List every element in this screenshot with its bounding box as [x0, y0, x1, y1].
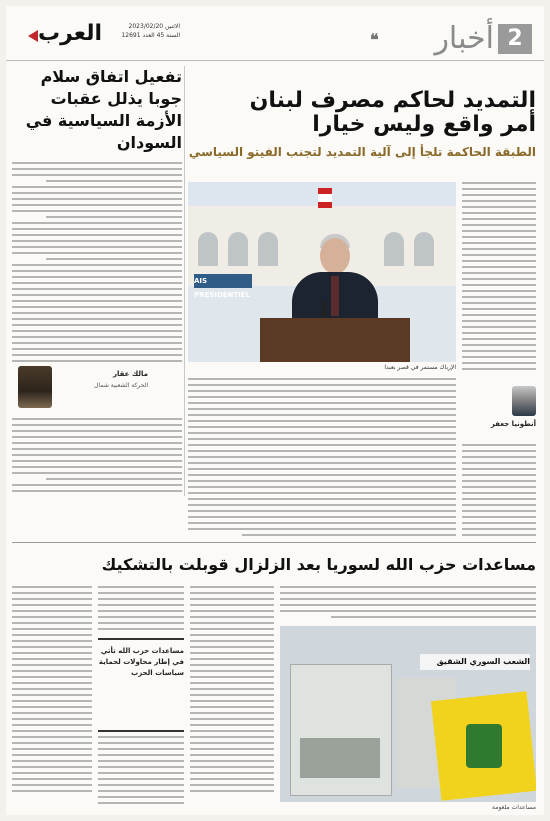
column-divider — [184, 66, 185, 496]
main-story-body — [188, 378, 456, 540]
main-story-right-lower — [462, 444, 536, 540]
bottom-photo-caption: مساعدات ملغومة — [492, 804, 536, 811]
masthead — [6, 6, 544, 61]
bottom-story-col2 — [98, 586, 184, 634]
photo-banner-text: الشعب السوري الشقيق — [420, 654, 530, 670]
author-name: مالك عقار — [112, 370, 148, 378]
section-title: أخبار — [434, 21, 494, 56]
aid-truck-photo — [280, 626, 536, 802]
story-divider — [12, 542, 536, 543]
author-photo — [18, 366, 52, 408]
main-headline-line2: أمر واقع وليس خيارا — [312, 112, 536, 137]
side-author-name: أنطونيا جعفر — [490, 420, 536, 428]
main-photo — [188, 182, 456, 362]
page-number: 2 — [498, 24, 532, 54]
side-author-box — [470, 386, 536, 440]
bottom-story-col2-lower — [98, 736, 184, 808]
bottom-story-top-lines — [280, 586, 536, 622]
pull-quote — [98, 638, 184, 732]
emblem-icon — [466, 724, 502, 768]
bottom-story-col1 — [12, 586, 92, 796]
left-story-body — [12, 162, 182, 366]
bottom-story-col3 — [190, 586, 274, 796]
main-photo-caption: الإرباك مستمر في قصر بعبدا — [384, 364, 456, 371]
main-headline-line1: التمديد لحاكم مصرف لبنان — [249, 88, 536, 113]
left-story — [12, 66, 182, 496]
photo-plaque-text: AIS PRESIDENTIEL — [194, 274, 252, 288]
left-story-title: تفعيل اتفاق سلام جوبا يذلل عقبات الأزمة السياسية في السودان — [25, 67, 182, 152]
issue-date: الاثنين 2023/02/20 — [128, 23, 180, 30]
main-story-right-column — [462, 182, 536, 374]
logo-mark-icon — [28, 30, 38, 42]
pull-quote-text: مساعدات حزب الله تأتي في إطار محاولات لحماية سياسات الحزب — [98, 647, 184, 677]
lebanon-flag-icon — [318, 188, 332, 208]
newspaper-page — [6, 6, 544, 815]
left-author-box — [18, 366, 178, 410]
author-role: الحركة الشعبية شمال — [94, 382, 148, 389]
issue-number: السنة 45 العدد 12691 — [121, 32, 180, 39]
publication-info — [110, 22, 180, 40]
bottom-headline: مساعدات حزب الله لسوريا بعد الزلزال قوبلت بالتشكيك — [101, 555, 536, 574]
main-subheadline: الطبقة الحاكمة تلجأ إلى آلية التمديد لتجنب الفيتو السياسي — [188, 145, 536, 159]
newspaper-logo: العرب — [37, 21, 102, 46]
side-author-photo — [512, 386, 536, 416]
quote-mark-icon: ❝ — [370, 30, 379, 49]
left-story-body-lower — [12, 418, 182, 496]
